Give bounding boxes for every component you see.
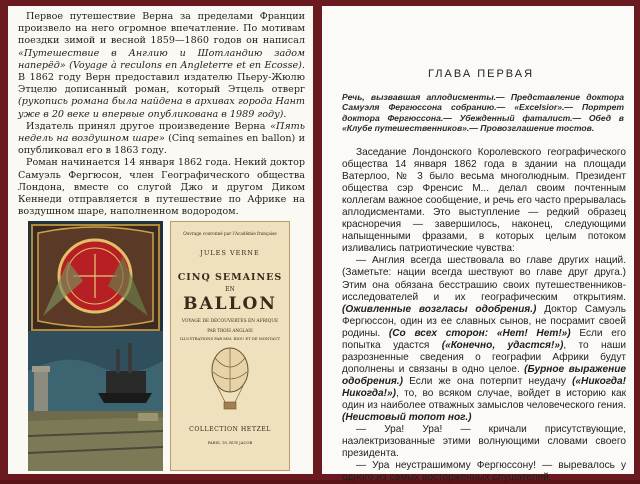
cover-city: PARIS, 18, RUE JACOB (207, 440, 253, 445)
cover-illustration (28, 221, 163, 471)
cover-illustrators: ILLUSTRATIONS PAR MM. RIOU ET DE MONTAUT (179, 336, 281, 341)
body-paragraph-3: — Ура! Ура! — кричали присутствующие, наэлектризованные этими волнующими словами своего президента. (342, 424, 626, 460)
cover-subtitle: VOYAGE DE DÉCOUVERTES EN AFRIQUE (181, 319, 279, 324)
book-title-page (170, 221, 290, 471)
body-paragraph-2: — Англия всегда шествовала во главе других наций. (Заметьте: нации всегда шествуют во главе друг друга.) Этим она обязана бесстрашию своих путешественников-исследователей и их географическим открытиям. (Оживленные возгласы одобрения.) Доктор Самуэль Фергюссон, один из ее славных сынов, не посрамит своей родины. (Со всех сторон: «Нет! Нет!») Если его попытка удастся («Конечно, удастся!»), то наши разрозненные сведения о географии Африки будут дополнены и связаны в одно целое. (Бурное выражение одобрения.) Если же она потерпит неудачу («Никогда! Никогда!»), то, во всяком случае, войдет в историю как один из наиболее отважных замыслов человеческого гения. (Неистовый топот ног.) (342, 255, 626, 424)
cover-title-en: EN (225, 286, 235, 293)
left-paragraph-1: Первое путешествие Верна за пределами Франции произвело на него огромное впечатление. По мотивам поездки зимой и весной 1859—1860 годов он написал «Путешествие в Англию и Шотландию задом наперёд» (Voyage à reculons en Angleterre et en Ecosse). В 1862 году Верн предоставил издателю Пьеру-Жюлю Этцелю дописанный роман, который Этцель отверг (рукопись романа была найдена в архивах города Нант уже в 20 веке и впервые опубликована в 1989 году). (18, 11, 305, 120)
right-page (322, 6, 634, 484)
left-paragraph-2: Издатель принял другое произведение Верна «Пять недель на воздушном шаре» (Cinq semaines en ballon) и опубликовал его в 1863 году. (18, 120, 305, 157)
cover-byline: PAR TROIS ANGLAIS (207, 328, 253, 333)
left-page (8, 6, 313, 474)
balloon-icon (205, 346, 255, 412)
chapter-heading: ГЛАВА ПЕРВАЯ (427, 68, 535, 80)
cover-collection: COLLECTION HETZEL (189, 426, 271, 433)
cover-title-line2: BALLON (183, 294, 277, 314)
chapter-epigraph: Речь, вызвавшая аплодисменты.— Представление доктора Самуэля Фергюссона собранию.— «Excelsior».— Портрет доктора Фергюссона.— Убежденный фаталист.— Обед в «Клубе путешественников».— Провозглашение тостов. (342, 92, 624, 134)
body-paragraph-4: — Ура неустрашимому Фергюссону! — выревалось у одного из самых восторженных слушателей. (342, 460, 626, 484)
left-text-block (18, 11, 305, 218)
body-paragraph-1: Заседание Лондонского Королевского географического общества 14 января 1862 года в здании на площади Ватерлоо, № 3 было весьма многолюдным. Президент общества сэр Френсис М... делал своим почтенным коллегам важное сообщение, и речь его часто прерывалась аплодисментами. Это выступление — редкий образец красноречия — завершилось, наконец, следующими напыщенными фразами, в которых целым потоком изливались патриотические чувства: (342, 147, 626, 255)
cover-top-note: Ouvrage couronné par l'Académie française (183, 231, 277, 236)
cover-title-line1: CINQ SEMAINES (177, 272, 283, 283)
book-cover-illustrated (28, 221, 163, 471)
chapter-body (342, 147, 626, 484)
left-paragraph-3: Роман начинается 14 января 1862 года. Некий доктор Самуэль Фергюсон, член Географического общества Лондона, вместе со слугой Джо и другом Диком Кеннеди отправляется в путешествие по Африке на воздушном шаре, наполненном водородом. (18, 157, 305, 218)
cover-author: JULES VERNE (200, 249, 260, 257)
